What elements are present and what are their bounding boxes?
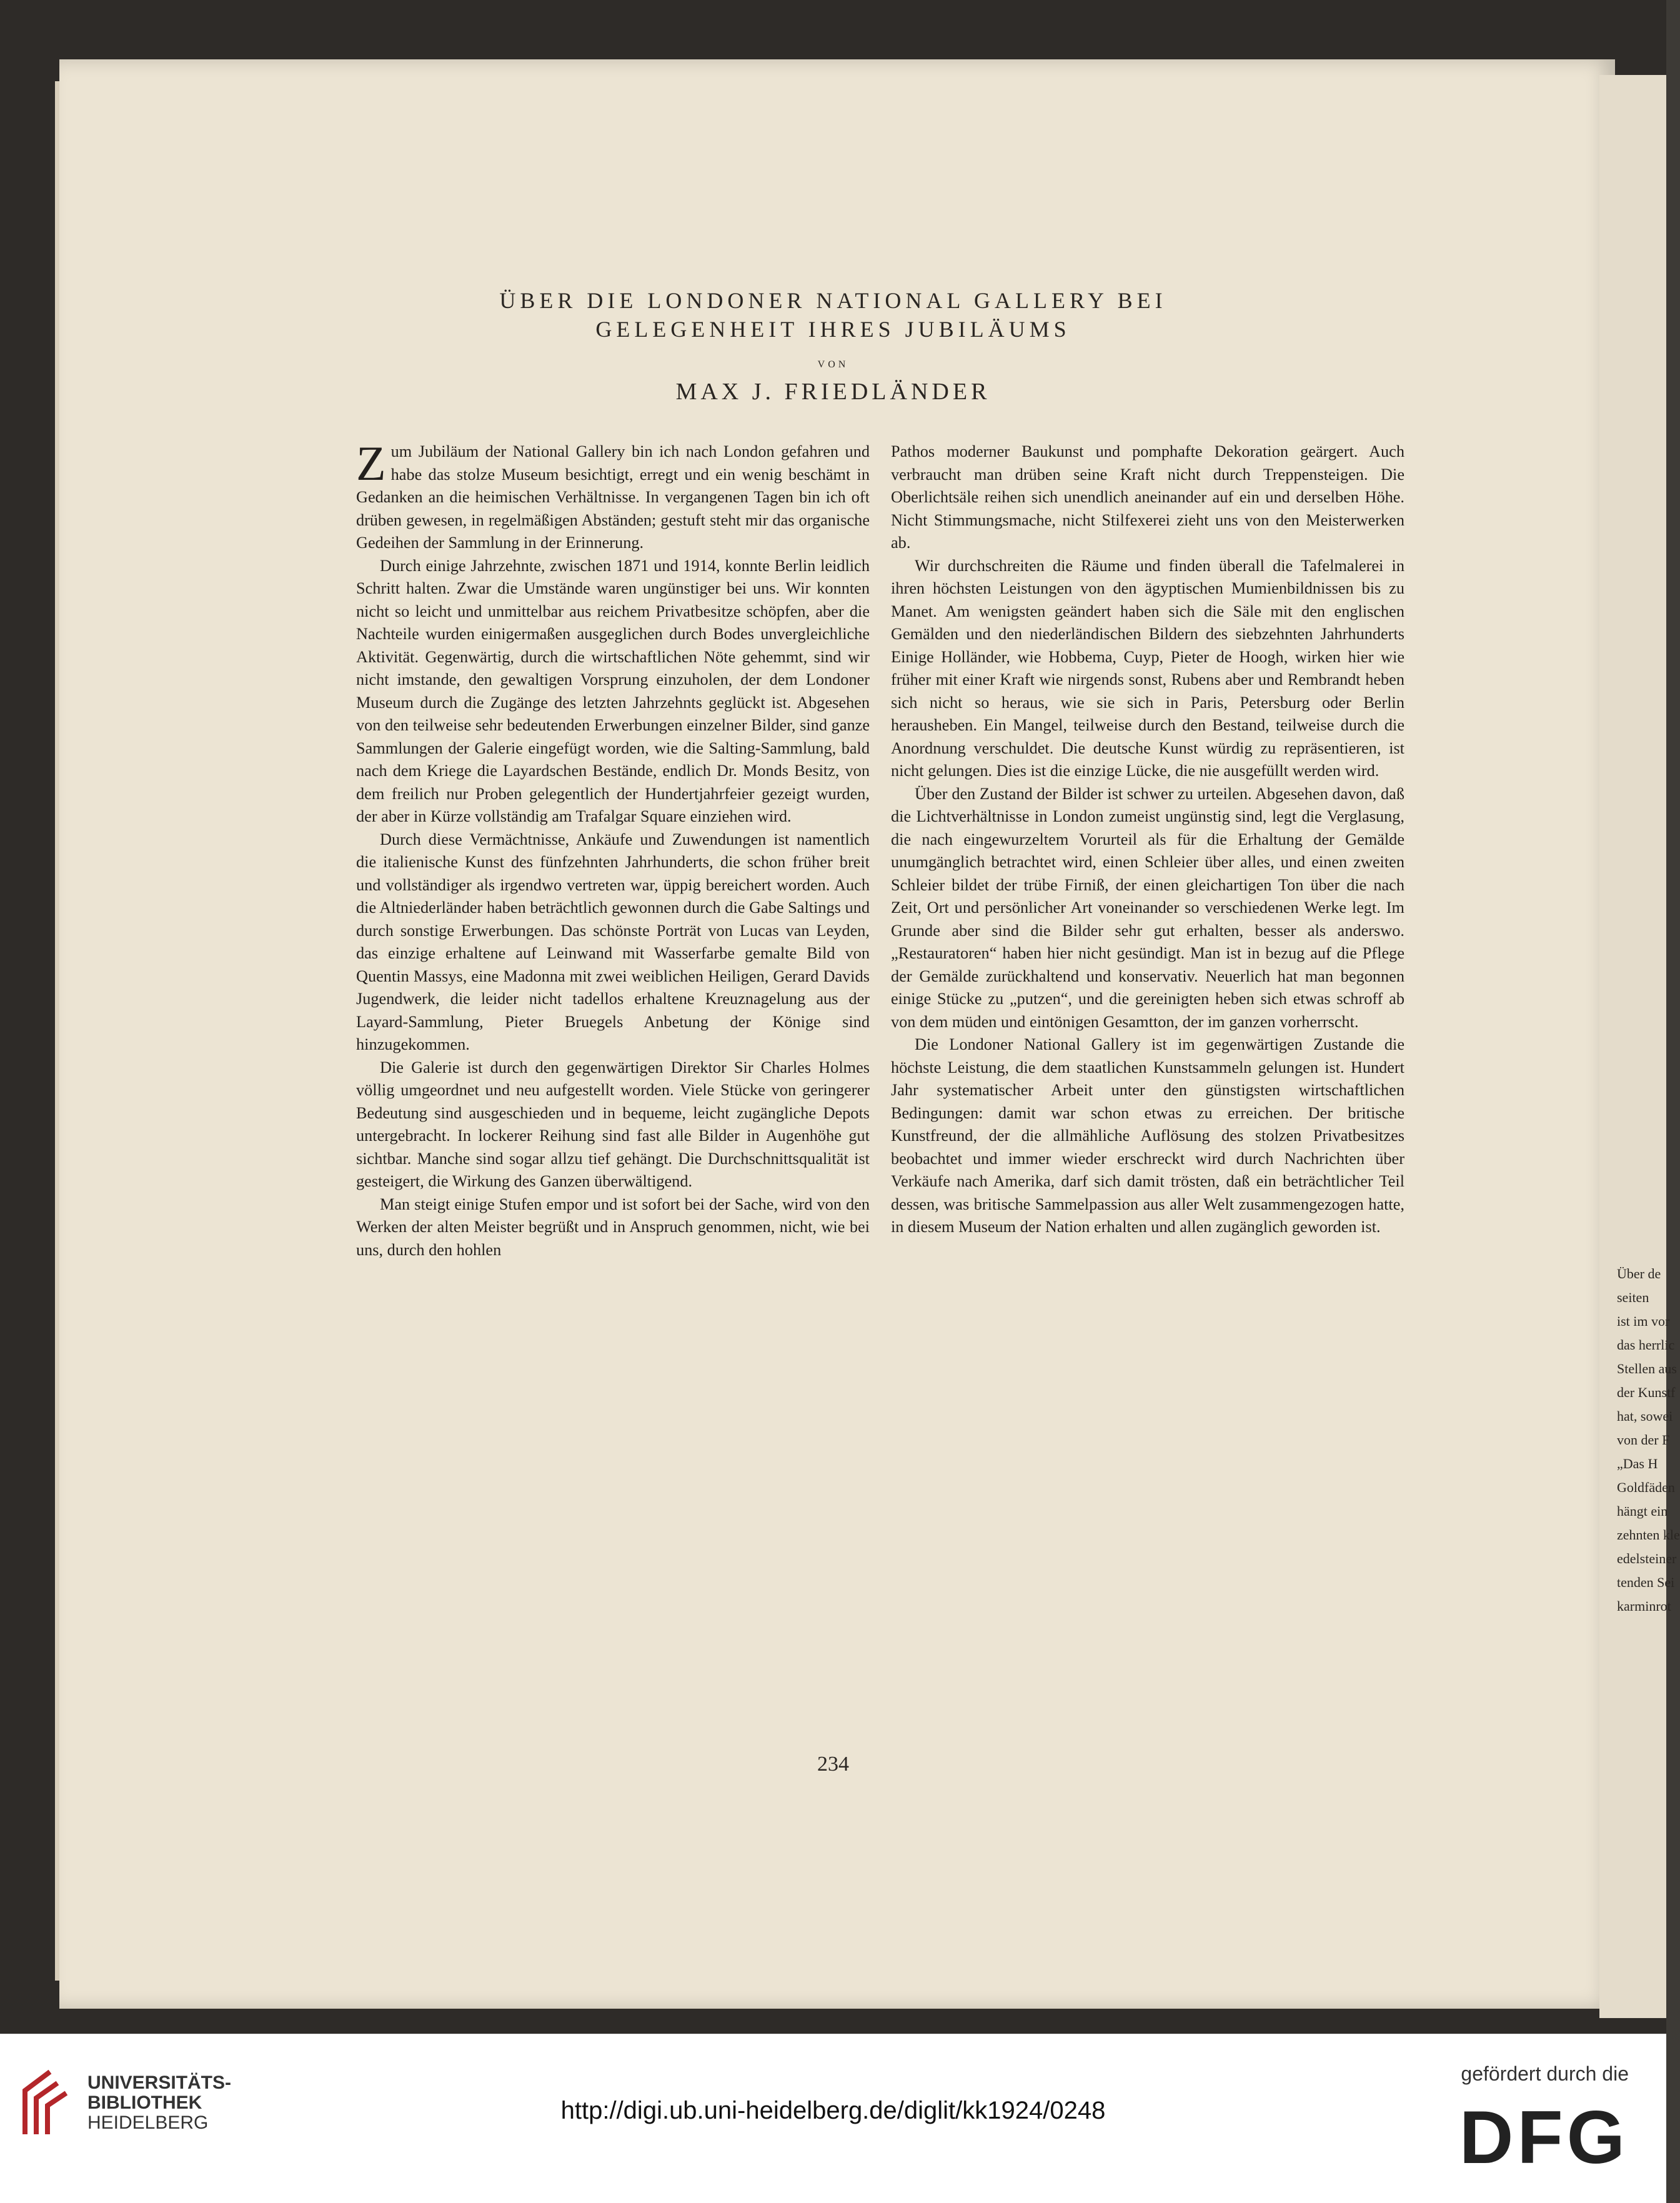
adjacent-page-line: karminrot <box>1617 1598 1671 1614</box>
adjacent-page-line: hat, sowei <box>1617 1408 1673 1424</box>
article-title-line-2: GELEGENHEIT IHRES JUBILÄUMS <box>595 317 1071 342</box>
page-number: 234 <box>817 1753 849 1776</box>
adjacent-page-line: ist im vor <box>1617 1313 1670 1329</box>
paragraph: Zum Jubiläum der National Gallery bin ich nach London gefahren und habe das stolze Museum besichtigt, erregt und ein wenig beschämt in Gedanken an die heimischen Verhältnisse. In vergangenen Tagen bin ich oft drüben gewesen, in regelmäßigen Abständen; gestuft steht mir das organische Gedeihen der Sammlung in der Erinnerung. <box>356 436 870 552</box>
adjacent-page-line: der Kunstf <box>1617 1385 1676 1400</box>
paragraph: Pathos moderner Baukunst und pomphafte Dekoration geärgert. Auch verbraucht man drüben seine Kraft nicht durch Treppensteigen. Die Oberlichtsäle reihen sich unendlich aneinander auf ein und derselben Höhe. Nicht Stimmungsmache, nicht Stilfexerei zieht uns von den Meisterwerken ab. <box>891 442 1404 552</box>
adjacent-page-line: hängt ein <box>1617 1503 1668 1519</box>
adjacent-page-line: seiten <box>1617 1290 1649 1305</box>
viewer-footer <box>0 2034 1666 2203</box>
adjacent-page-line: Goldfäden <box>1617 1479 1675 1495</box>
funding-label: gefördert durch die <box>1461 2062 1629 2085</box>
paragraph: Die Londoner National Gallery ist im gegenwärtigen Zustande die höchste Leistung, die dem staatlichen Kunstsammeln gelungen ist. Hundert Jahr systematischer Arbeit unter den günstigsten wirtschaftlichen Bedingungen: damit war schon etwas zu erreichen. Der britische Kunstfreund, der die allmähliche Auflösung des stolzen Privatbesitzes beobachtet und immer wieder erschreckt wird durch Nachrichten über Verkäufe nach Amerika, darf sich damit trösten, daß ein beträchtlicher Teil dessen, was britische Sammelpassion aus aller Welt zusammengezogen hatte, in diesem Museum der Nation erhalten und allen zugänglich geworden ist. <box>891 1035 1404 1236</box>
adjacent-page-line: „Das H <box>1617 1456 1658 1471</box>
library-name-line-3: HEIDELBERG <box>87 2112 209 2133</box>
drop-cap: Z <box>356 436 386 490</box>
adjacent-page-line: Stellen aus <box>1617 1361 1677 1376</box>
library-name-line-1: UNIVERSITÄTS- <box>87 2072 232 2093</box>
adjacent-page-line: edelsteiner <box>1617 1551 1677 1566</box>
adjacent-page-line: tenden Sei <box>1617 1574 1675 1590</box>
article-author: MAX J. FRIEDLÄNDER <box>675 379 991 405</box>
paragraph: Durch einige Jahrzehnte, zwischen 1871 und 1914, konnte Berlin leidlich Schritt halten. Zwar die Umstände waren ungünstiger bei uns. Wir konnten nicht so leicht und unmittelbar aus reichem Privatbesitze schöpfen, aber die Nachteile wurden einigermaßen ausgeglichen durch Bodes unvergleichliche Aktivität. Gegenwärtig, durch die wirtschaftlichen Nöte gehemmt, sind wir nicht imstande, den gewaltigen Vorsprung einzuholen, der dem Londoner Museum durch die Zugänge des letzten Jahrzehnts geglückt ist. Abgesehen von den teilweise sehr bedeutenden Erwerbungen einzelner Bilder, sind ganze Sammlungen der Galerie eingefügt worden, wie die Salting-Sammlung, bald nach dem Kriege die Layardschen Bestände, endlich Dr. Monds Besitz, von dem freilich nur Proben gelegentlich der Hundertjahrfeier gezeigt wurden, der aber in Kürze vollständig am Trafalgar Square einziehen wird. <box>356 556 870 825</box>
adjacent-page-line: das herrlic <box>1617 1337 1675 1353</box>
paragraph: Die Galerie ist durch den gegenwärtigen Direktor Sir Charles Holmes völlig umgeordnet und neu aufgestellt worden. Viele Stücke von geringerer Bedeutung sind ausgeschieden und in bequeme, leicht zugängliche Depots untergebracht. In lockerer Reihung sind fast alle Bilder in Augenhöhe gut sichtbar. Manche sind sogar allzu tief gehängt. Die Durchschnittsqualität ist gesteigert, die Wirkung des Ganzen überwältigend. <box>356 1058 870 1190</box>
paragraph: Durch diese Vermächtnisse, Ankäufe und Zuwendungen ist namentlich die italienische Kunst des fünfzehnten Jahrhunderts, die schon früher breit und vollständiger als irgendwo vertreten war, üppig bereichert worden. Auch die Altniederländer haben beträchtlich gewonnen durch die Gabe Saltings und durch sonstige Erwerbungen. Das schönste Porträt von Lucas van Leyden, das einzige erhaltene auf Leinwand mit Wasserfarbe gemalte Bild von Quentin Massys, eine Madonna mit zwei weiblichen Heiligen, Gerard Davids Jugendwerk, die leider nicht tadellos erhaltene Kreuznagelung aus der Layard-Sammlung, Pieter Bruegels Anbetung der Könige sind hinzugekommen. <box>356 830 870 1053</box>
paragraph: Man steigt einige Stufen empor und ist sofort bei der Sache, wird von den Werken der alten Meister begrüßt und in Anspruch genommen, nicht, wie bei uns, durch den hohlen <box>356 1195 870 1259</box>
text-column-right <box>891 440 1404 1239</box>
dfg-logo: DFG <box>1459 2096 1629 2179</box>
article-title-line-1: ÜBER DIE LONDONER NATIONAL GALLERY BEI <box>499 288 1167 313</box>
adjacent-page-line: Über de <box>1617 1266 1661 1281</box>
paragraph: Wir durchschreiten die Räume und finden überall die Tafelmalerei in ihren höchsten Leistungen von den ägyptischen Mumienbildnissen bis zu Manet. Am wenigsten geändert haben sich die Säle mit den englischen Gemälden und den niederländischen Bildern des siebzehnten Jahrhunderts Einige Holländer, wie Hobbema, Cuyp, Pieter de Hoogh, wirken hier wie früher mit einer Kraft wie nirgends sonst, Rubens aber und Rembrandt heben sich nicht so heraus, wie sie sich in Paris, Petersburg oder Berlin herausheben. Ein Mangel, teilweise durch den Bestand, teilweise durch die Anordnung verschuldet. Die deutsche Kunst würdig zu repräsentieren, ist nicht gelungen. Dies ist die einzige Lücke, die nie ausgefüllt werden wird. <box>891 556 1404 780</box>
adjacent-page-line: von der F <box>1617 1432 1670 1448</box>
library-name-line-2: BIBLIOTHEK <box>87 2092 202 2113</box>
byline-von: VON <box>817 359 849 370</box>
adjacent-page-line: zehnten kle <box>1617 1527 1680 1543</box>
permalink-url[interactable]: http://digi.ub.uni-heidelberg.de/diglit/kk1924/0248 <box>560 2097 1106 2124</box>
text-column-left <box>356 436 870 1261</box>
paragraph: Über den Zustand der Bilder ist schwer zu urteilen. Abgesehen davon, daß die Lichtverhältnisse in London zumeist ungünstig sind, legt die Verglasung, die nach eingewurzeltem Vorurteil als für die Erhaltung der Gemälde unumgänglich betrachtet wird, einen Schleier über alles, und einen zweiten Schleier bildet der trübe Firniß, der einen gleichartigen Ton über die nach Zeit, Ort und persönlicher Art voneinander so verschiedenen Werke legt. Im Grunde aber sind die Bilder sehr gut erhalten, besser als anderswo. „Restauratoren“ haben hier nicht gesündigt. Man ist in bezug auf die Pflege der Gemälde zurückhaltend und konservativ. Neuerlich hat man begonnen einige Stücke zu „putzen“, und die gereinigten heben sich etwas schroff ab von dem müden und eintönigen Gesamtton, der im ganzen vorherrscht. <box>891 784 1404 1031</box>
